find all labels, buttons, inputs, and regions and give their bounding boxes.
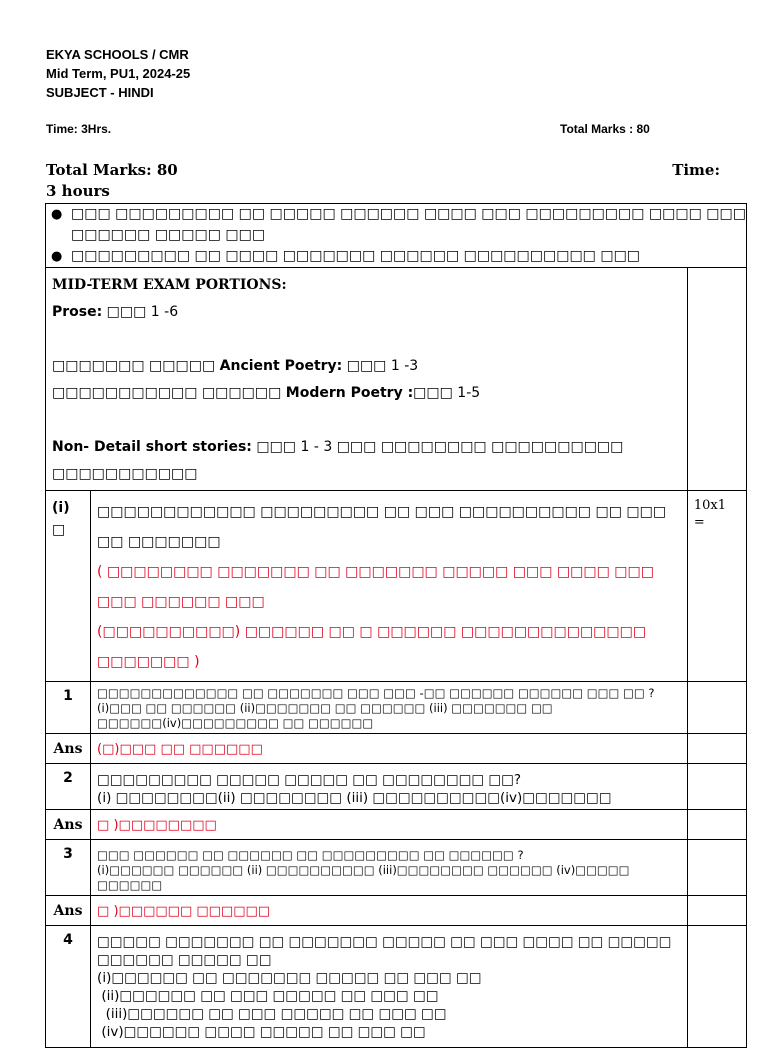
school-name: EKYA SCHOOLS / CMR	[46, 47, 189, 62]
marks-row	[46, 160, 722, 202]
portions-marks-cell	[687, 268, 746, 491]
question-number: 4	[46, 926, 91, 1048]
portions-cell	[46, 268, 688, 491]
answer-marks	[687, 810, 746, 840]
instruction-item: ● □□□□□□□□□ □□ □□□□ □□□□□□□ □□□□□□ □□□□□□□□□□ □□□	[71, 246, 746, 267]
section-heading: □□□□□□□□□□□□ □□□□□□□□□ □□ □□□ □□□□□□□□□□ □□ □□□ □□ □□□□□□□	[97, 504, 667, 550]
answer-row	[46, 734, 747, 764]
instruction-item: ● □□□ □□□□□□□□□ □□ □□□□□ □□□□□□ □□□□ □□□ □□□□□□□□□ □□□□ □□□ □□□□□□ □□□□□ □□□	[71, 204, 746, 246]
subject-name: SUBJECT - HINDI	[46, 85, 154, 100]
portion-modern: □□□□□□□□□□□ □□□□□□ Modern Poetry :□□□ 1-5	[52, 385, 481, 401]
portions-title: MID-TERM EXAM PORTIONS:	[52, 277, 287, 293]
question-row	[46, 926, 747, 1048]
question-marks	[687, 764, 746, 810]
answer-marks	[687, 734, 746, 764]
question-number: 1	[46, 682, 91, 734]
question-number: 2	[46, 764, 91, 810]
question-text-cell: □□□ □□□□□□ □□ □□□□□□ □□ □□□□□□□□□ □□ □□□□□□ ? (i)□□□□□□ □□□□□□ (ii) □□□□□□□□□□ (iii)□□□□□□□□ □□□□□□ (iv)□□□□□ □□□□□□	[91, 840, 688, 896]
answer-label: Ans	[46, 896, 91, 926]
portion-ancient: □□□□□□□ □□□□□ Ancient Poetry: □□□ 1 -3	[52, 358, 419, 374]
instructions-row	[46, 204, 747, 268]
question-text-cell: □□□□□□□□□□□□□ □□ □□□□□□□ □□□ □□□ -□□ □□□□□□ □□□□□□ □□□ □□ ? (i)□□□ □□ □□□□□□ (ii)□□□□□□□ □□ □□□□□□ (iii) □□□□□□□ □□ □□□□□□(iv)□□□□□□□□□ □□ □□□□□□	[91, 682, 688, 734]
section-number: (i) □	[46, 491, 91, 682]
portion-prose: Prose: □□□ 1 -6	[52, 304, 179, 320]
question-paper-table	[45, 203, 747, 1048]
answer-text: □ )□□□□□□□□	[91, 810, 688, 840]
answer-row	[46, 896, 747, 926]
question-marks	[687, 840, 746, 896]
section-note: (□□□□□□□□□□) □□□□□□ □□ □ □□□□□□ □□□□□□□□□□□□□□ □□□□□□□ )	[97, 624, 647, 670]
section-note: ( □□□□□□□□ □□□□□□□ □□ □□□□□□□ □□□□□ □□□ □□□□ □□□ □□□ □□□□□□ □□□	[97, 564, 654, 610]
portion-nondetail: Non- Detail short stories: □□□ 1 - 3 □□□ □□□□□□□□ □□□□□□□□□□ □□□□□□□□□□□	[52, 439, 624, 482]
question-text-cell: □□□□□ □□□□□□□ □□ □□□□□□□ □□□□□ □□ □□□ □□□□ □□ □□□□□ □□□□□□ □□□□□ □□ (i)□□□□□□ □□ □□□□□□□ □□□□□ □□ □□□ □□ (ii)□□□□□□ □□ □□□ □□□□□ □□ □□□ □□ (iii)□□□□□□ □□ □□□ □□□□□ □□ □□□ □□ (iv)□□□□□□ □□□□ □□□□□ □□ □□□ □□	[91, 926, 688, 1048]
answer-text: (□)□□□ □□ □□□□□□	[91, 734, 688, 764]
time-value: 3 hours	[46, 182, 110, 200]
instructions-cell	[46, 204, 747, 268]
answer-marks	[687, 896, 746, 926]
question-text-cell: □□□□□□□□□ □□□□□ □□□□□ □□ □□□□□□□□ □□? (i) □□□□□□□□(ii) □□□□□□□□ (iii) □□□□□□□□□□(iv)□□□□□□□	[91, 764, 688, 810]
question-row	[46, 682, 747, 734]
time-label: Time:	[672, 161, 720, 179]
question-row	[46, 764, 747, 810]
exam-name: Mid Term, PU1, 2024-25	[46, 66, 191, 81]
answer-row	[46, 810, 747, 840]
question-marks	[687, 682, 746, 734]
question-marks	[687, 926, 746, 1048]
portions-row	[46, 268, 747, 491]
section-marks: 10x1 =	[687, 491, 746, 682]
school-header	[46, 45, 190, 102]
question-row	[46, 840, 747, 896]
total-marks: Total Marks: 80	[46, 161, 178, 179]
time-duration: Time: 3Hrs.	[46, 122, 112, 136]
time-row	[46, 122, 666, 136]
question-number: 3	[46, 840, 91, 896]
total-marks-small: Total Marks : 80	[560, 122, 650, 136]
answer-label: Ans	[46, 734, 91, 764]
answer-text: □ )□□□□□□ □□□□□□	[91, 896, 688, 926]
answer-label: Ans	[46, 810, 91, 840]
section-row	[46, 491, 747, 682]
section-heading-cell	[91, 491, 688, 682]
